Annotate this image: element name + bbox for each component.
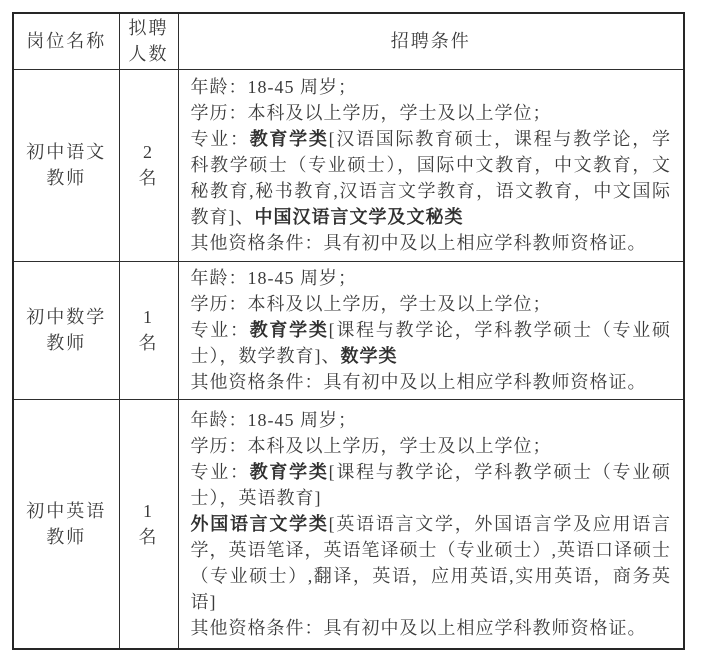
conditions-cell xyxy=(178,69,684,261)
condition-segment: 其他资格条件：具有初中及以上相应学科教师资格证。 xyxy=(190,372,647,392)
condition-segment: 学历：本科及以上学历，学士及以上学位； xyxy=(190,294,552,314)
condition-line xyxy=(191,433,672,459)
condition-line xyxy=(191,369,672,395)
condition-segment: 专业： xyxy=(190,320,250,340)
condition-segment: 学历：本科及以上学历，学士及以上学位； xyxy=(190,103,552,123)
condition-line xyxy=(191,317,672,369)
headcount-cell: 1 名 xyxy=(119,399,178,649)
table-row xyxy=(13,261,684,399)
condition-segment-bold: 数学类 xyxy=(340,346,398,366)
conditions-cell xyxy=(178,261,684,399)
header-position-name: 岗位名称 xyxy=(13,13,119,69)
condition-line xyxy=(191,407,672,433)
condition-segment: [汉语国际教育硕士，课程与教学论，学科教学硕士（专业硕士），国际中文教育，中文教育，文秘教育,秘书教育,汉语言文学教育，语文教育，中文国际教育]、 xyxy=(190,129,671,227)
condition-segment: 专业： xyxy=(190,129,250,149)
condition-segment: 年龄：18-45 周岁； xyxy=(190,409,357,430)
conditions-cell xyxy=(178,399,684,649)
condition-segment: 专业： xyxy=(190,461,250,482)
condition-segment: [课程与教学论，学科教学硕士（专业硕士），英语教育] xyxy=(190,461,671,508)
position-cell: 初中数学教师 xyxy=(13,261,119,399)
table-row xyxy=(13,69,684,261)
condition-segment-bold: 教育学类 xyxy=(249,461,329,482)
condition-segment: [课程与教学论，学科教学硕士（专业硕士），数学教育]、 xyxy=(190,320,671,366)
condition-segment: 其他资格条件：具有初中及以上相应学科教师资格证。 xyxy=(190,617,647,638)
condition-segment-bold: 教育学类 xyxy=(249,320,329,340)
position-cell: 初中英语教师 xyxy=(13,399,119,649)
condition-line xyxy=(191,100,672,126)
condition-line xyxy=(191,615,672,641)
condition-segment: 其他资格条件：具有初中及以上相应学科教师资格证。 xyxy=(190,233,647,253)
condition-line xyxy=(191,291,672,317)
table-row xyxy=(13,399,684,649)
condition-line xyxy=(191,126,672,230)
headcount-cell: 2 名 xyxy=(119,69,178,261)
condition-line xyxy=(191,459,672,511)
condition-segment-bold: 中国汉语言文学及文秘类 xyxy=(254,207,464,227)
headcount-cell: 1 名 xyxy=(119,261,178,399)
recruitment-table xyxy=(12,12,685,650)
header-headcount: 拟聘人数 xyxy=(119,13,178,69)
header-recruitment-conditions: 招聘条件 xyxy=(178,13,684,69)
position-cell: 初中语文教师 xyxy=(13,69,119,261)
condition-segment-bold: 外国语言文学类 xyxy=(190,513,329,534)
condition-line xyxy=(191,230,672,256)
condition-segment: 年龄：18-45 周岁； xyxy=(190,77,357,97)
condition-segment-bold: 教育学类 xyxy=(249,129,329,149)
condition-line xyxy=(191,511,672,615)
table-header-row xyxy=(13,13,684,69)
condition-line xyxy=(191,265,672,291)
condition-segment: 学历：本科及以上学历，学士及以上学位； xyxy=(190,435,552,456)
condition-line xyxy=(191,74,672,100)
condition-segment: [英语语言文学，外国语言学及应用语言学，英语笔译，英语笔译硕士（专业硕士）,英语口译硕士（专业硕士）,翻译，英语，应用英语,实用英语，商务英语] xyxy=(190,513,671,612)
condition-segment: 年龄：18-45 周岁； xyxy=(190,268,357,288)
